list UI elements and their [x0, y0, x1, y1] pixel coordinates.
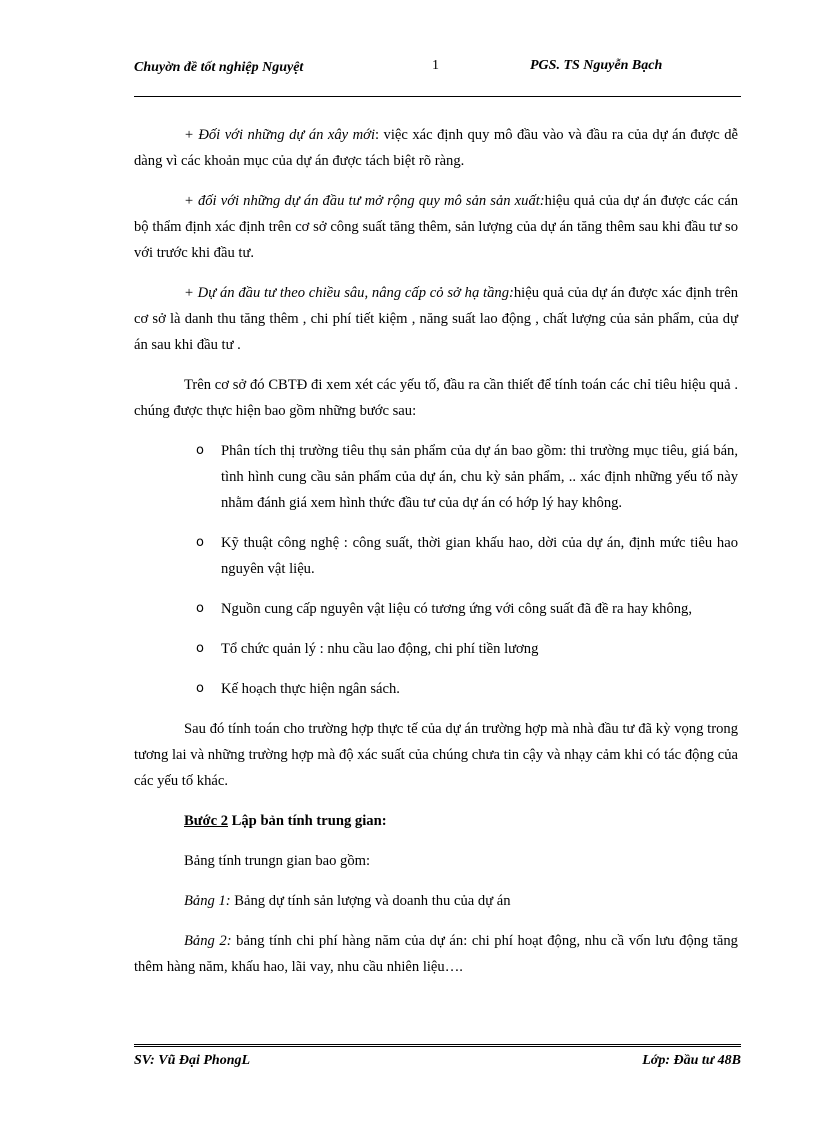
header-right: PGS. TS Nguyễn Bạch — [530, 58, 663, 73]
list-item — [134, 596, 738, 622]
bullet-icon: o — [196, 443, 204, 458]
paragraph-steps-intro: Trên cơ sở đó CBTĐ đi xem xét các yếu tố, đầu ra cần thiết để tính toán các chỉ tiêu hiệu quả . chúng được thực hiện bao gồm những bước sau: — [134, 377, 738, 419]
paragraph-lead: + Dự án đầu tư theo chiều sâu, nâng cấp cỏ sở hạ tầng: — [184, 285, 514, 301]
list-item — [134, 438, 738, 516]
paragraph-depth-projects — [134, 280, 738, 358]
page-header — [134, 58, 741, 97]
paragraph-tables-intro: Bảng tính trungn gian bao gồm: — [184, 853, 371, 869]
paragraph-new-projects — [134, 122, 738, 174]
list-item-text: Kỹ thuật công nghệ : công suất, thời gian khấu hao, dời của dự án, định mức tiêu hao nguyên vật liệu. — [221, 535, 738, 577]
list-item-text: Nguồn cung cấp nguyên vật liệu có tương ứng với công suất đã đề ra hay không, — [221, 601, 692, 617]
document-body — [134, 122, 738, 994]
paragraph-table-1 — [134, 888, 738, 914]
list-item-text: Phân tích thị trường tiêu thụ sản phẩm của dự án bao gồm: thi trường mục tiêu, giá bán, tình hình cung cầu sản phẩm của dự án, chu kỳ sản phẩm, .. xác định những yếu tố này nhằm đánh giá xem hình thức đầu tư của dự án có hớp lý hay không. — [221, 443, 738, 511]
table-description: Bảng dự tính sản lượng và doanh thu của dự án — [230, 893, 511, 909]
list-item-text: Tổ chức quản lý : nhu cầu lao động, chi phí tiền lương — [221, 641, 539, 657]
page-footer — [134, 1044, 741, 1068]
paragraph-expansion-projects — [134, 188, 738, 266]
paragraph-scenarios: Sau đó tính toán cho trường hợp thực tế của dự án trường hợp mà nhà đầu tư đã kỳ vọng trong tương lai và những trường hợp mà độ xác suất của chúng chưa tin cậy và nhạy cảm khi có tác động của các yếu tố khác. — [134, 721, 738, 789]
footer-student: SV: Vũ Đại PhongL — [134, 1053, 251, 1068]
list-item-text: Kế hoạch thực hiện ngân sách. — [221, 681, 400, 697]
list-item — [134, 530, 738, 582]
bullet-icon: o — [196, 681, 204, 696]
step-title: Lập bản tính trung gian: — [228, 813, 387, 829]
bullet-icon: o — [196, 641, 204, 656]
table-label: Bảng 1: — [184, 893, 231, 909]
paragraph-lead: + Đối với những dự án xây mới — [184, 127, 376, 143]
step-heading — [134, 808, 738, 834]
paragraph-text: hiệu quả của dự án được xác định trên cơ sở là danh thu tăng thêm , chi phí tiết kiệm , năng suất lao động , chất lượng của sản phẩm, của dự án sau khi đầu tư . — [134, 285, 739, 353]
bullet-icon: o — [196, 601, 204, 616]
table-description: bảng tính chi phí hàng năm của dự án: chi phí hoạt động, nhu cầ vốn lưu động tăng thêm hàng năm, khấu hao, lãi vay, nhu cầu nhiên liệu…. — [134, 933, 738, 975]
header-left: Chuyờn đề tốt nghiệp Nguyệt — [134, 60, 304, 75]
page-number: 1 — [432, 58, 439, 73]
step-label: Bước 2 — [184, 813, 228, 829]
bullet-list — [134, 438, 738, 702]
paragraph-text: hiệu quả của dự án được các cán bộ thẩm định xác định trên cơ sở công suất tăng thêm, sản lượng của dự án tăng thêm sau khi đầu tư so với trước khi đầu tư. — [134, 193, 738, 261]
list-item — [134, 676, 738, 702]
bullet-icon: o — [196, 535, 204, 550]
paragraph-text: : việc xác định quy mô đầu vào và đầu ra của dự án được dễ dàng vì các khoản mục của dự án được tách biệt rõ ràng. — [134, 127, 738, 169]
list-item — [134, 636, 738, 662]
paragraph-lead: + đối với những dự án đầu tư mở rộng quy mô sản sản xuất: — [184, 193, 545, 209]
table-label: Bảng 2: — [184, 933, 232, 949]
footer-class: Lớp: Đầu tư 48B — [642, 1053, 741, 1068]
paragraph-table-2 — [134, 928, 738, 980]
